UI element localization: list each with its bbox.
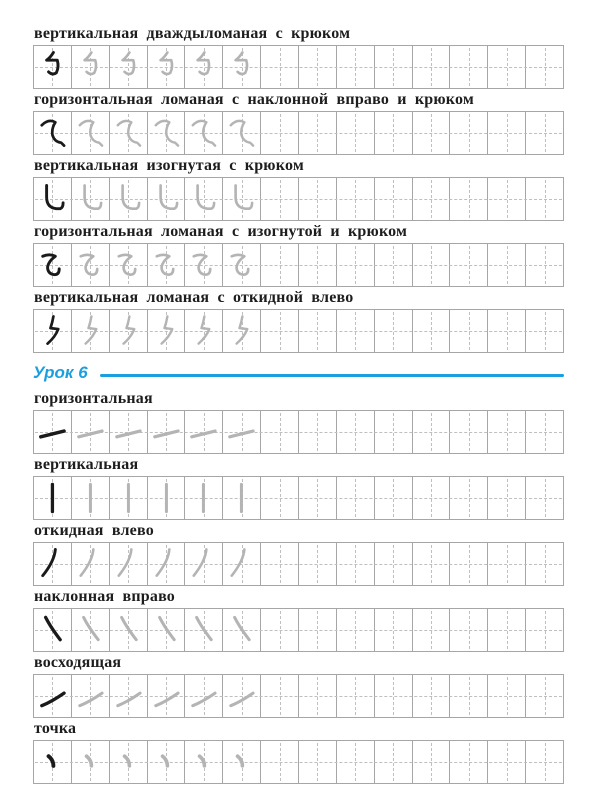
practice-cell: [109, 310, 147, 352]
practice-cell: [487, 244, 525, 286]
practice-cell: [222, 675, 260, 717]
practice-cell: [71, 178, 109, 220]
practice-cell: [374, 543, 412, 585]
practice-cell: [487, 310, 525, 352]
practice-cell: [336, 477, 374, 519]
practice-cell: [374, 310, 412, 352]
left-falling-stroke-trace-icon: [185, 543, 222, 585]
practice-cell: [412, 609, 450, 651]
practice-cell: [184, 411, 222, 453]
practice-cell: [374, 46, 412, 88]
practice-cell: [449, 178, 487, 220]
practice-cell: [109, 244, 147, 286]
horizontal-bend-slant-right-hook-stroke-example-icon: [34, 112, 71, 154]
practice-cell: [336, 543, 374, 585]
horizontal-stroke-trace-icon: [110, 411, 147, 453]
practice-cell: [34, 741, 71, 783]
practice-grid: [33, 177, 564, 221]
practice-cell: [184, 112, 222, 154]
practice-cell: [147, 543, 185, 585]
practice-cell: [71, 244, 109, 286]
practice-cell: [336, 112, 374, 154]
vertical-curved-hook-stroke-trace-icon: [148, 178, 185, 220]
practice-cell: [184, 543, 222, 585]
practice-cell: [260, 178, 298, 220]
practice-cell: [34, 543, 71, 585]
right-slant-stroke-trace-icon: [223, 609, 260, 651]
practice-grid: [33, 410, 564, 454]
practice-cell: [525, 411, 563, 453]
practice-cell: [412, 543, 450, 585]
lesson-rule-line: [100, 374, 564, 377]
practice-cell: [336, 675, 374, 717]
practice-cell: [34, 46, 71, 88]
practice-cell: [412, 477, 450, 519]
practice-cell: [34, 477, 71, 519]
practice-cell: [298, 178, 336, 220]
horizontal-stroke-trace-icon: [148, 411, 185, 453]
practice-cell: [260, 46, 298, 88]
left-falling-stroke-trace-icon: [72, 543, 109, 585]
dot-stroke-trace-icon: [110, 741, 147, 783]
vertical-double-bend-hook-stroke-trace-icon: [72, 46, 109, 88]
practice-section: [33, 157, 564, 221]
practice-cell: [147, 310, 185, 352]
practice-grid: [33, 45, 564, 89]
practice-cell: [525, 543, 563, 585]
practice-cell: [260, 244, 298, 286]
practice-cell: [109, 178, 147, 220]
practice-cell: [487, 477, 525, 519]
practice-cell: [260, 675, 298, 717]
practice-cell: [260, 543, 298, 585]
vertical-bend-left-falling-stroke-trace-icon: [148, 310, 185, 352]
right-slant-stroke-trace-icon: [110, 609, 147, 651]
vertical-stroke-trace-icon: [148, 477, 185, 519]
practice-cell: [71, 477, 109, 519]
practice-cell: [184, 310, 222, 352]
practice-cell: [374, 244, 412, 286]
stroke-name-label: вертикальная ломаная с откидной влево: [34, 289, 354, 306]
horizontal-bend-curved-hook-stroke-trace-icon: [72, 244, 109, 286]
practice-cell: [222, 244, 260, 286]
rising-stroke-trace-icon: [110, 675, 147, 717]
practice-cell: [222, 477, 260, 519]
practice-cell: [412, 411, 450, 453]
left-falling-stroke-trace-icon: [148, 543, 185, 585]
practice-cell: [147, 609, 185, 651]
practice-cell: [374, 675, 412, 717]
practice-cell: [71, 543, 109, 585]
practice-section: [33, 289, 564, 353]
practice-cell: [487, 411, 525, 453]
practice-cell: [147, 741, 185, 783]
horizontal-stroke-trace-icon: [223, 411, 260, 453]
vertical-bend-left-falling-stroke-trace-icon: [223, 310, 260, 352]
practice-cell: [222, 609, 260, 651]
practice-cell: [298, 244, 336, 286]
practice-cell: [222, 741, 260, 783]
vertical-stroke-trace-icon: [72, 477, 109, 519]
practice-cell: [71, 411, 109, 453]
practice-cell: [298, 543, 336, 585]
practice-cell: [184, 46, 222, 88]
horizontal-stroke-example-icon: [34, 411, 71, 453]
rising-stroke-example-icon: [34, 675, 71, 717]
horizontal-bend-curved-hook-stroke-trace-icon: [223, 244, 260, 286]
practice-cell: [374, 411, 412, 453]
practice-grid: [33, 243, 564, 287]
practice-cell: [298, 411, 336, 453]
practice-cell: [184, 244, 222, 286]
practice-cell: [109, 609, 147, 651]
practice-cell: [109, 112, 147, 154]
practice-cell: [525, 310, 563, 352]
stroke-name-label: вертикальная изогнутая с крюком: [34, 157, 304, 174]
practice-cell: [71, 310, 109, 352]
practice-section: [33, 720, 564, 784]
vertical-stroke-example-icon: [34, 477, 71, 519]
vertical-double-bend-hook-stroke-trace-icon: [223, 46, 260, 88]
vertical-curved-hook-stroke-trace-icon: [72, 178, 109, 220]
vertical-curved-hook-stroke-trace-icon: [223, 178, 260, 220]
practice-cell: [71, 46, 109, 88]
practice-cell: [109, 675, 147, 717]
practice-cell: [487, 543, 525, 585]
practice-cell: [147, 112, 185, 154]
vertical-curved-hook-stroke-trace-icon: [185, 178, 222, 220]
practice-cell: [412, 741, 450, 783]
stroke-name-label: вертикальная: [34, 456, 139, 473]
practice-cell: [260, 310, 298, 352]
practice-cell: [525, 178, 563, 220]
practice-cell: [260, 741, 298, 783]
practice-cell: [260, 411, 298, 453]
practice-cell: [298, 675, 336, 717]
practice-cell: [336, 310, 374, 352]
practice-cell: [374, 112, 412, 154]
practice-cell: [449, 244, 487, 286]
practice-cell: [71, 609, 109, 651]
practice-cell: [147, 244, 185, 286]
practice-cell: [412, 112, 450, 154]
vertical-double-bend-hook-stroke-example-icon: [34, 46, 71, 88]
horizontal-bend-curved-hook-stroke-trace-icon: [110, 244, 147, 286]
practice-section: [33, 25, 564, 89]
stroke-name-label: вертикальная дваждыломаная с крюком: [34, 25, 351, 42]
practice-cell: [222, 178, 260, 220]
practice-cell: [71, 675, 109, 717]
horizontal-bend-slant-right-hook-stroke-trace-icon: [185, 112, 222, 154]
horizontal-bend-curved-hook-stroke-trace-icon: [148, 244, 185, 286]
lesson-header: [33, 363, 564, 383]
practice-cell: [34, 675, 71, 717]
practice-cell: [184, 741, 222, 783]
horizontal-bend-slant-right-hook-stroke-trace-icon: [223, 112, 260, 154]
vertical-double-bend-hook-stroke-trace-icon: [148, 46, 185, 88]
practice-cell: [525, 112, 563, 154]
practice-cell: [336, 741, 374, 783]
practice-cell: [449, 310, 487, 352]
practice-cell: [412, 310, 450, 352]
practice-cell: [147, 411, 185, 453]
practice-cell: [487, 741, 525, 783]
horizontal-bend-slant-right-hook-stroke-trace-icon: [148, 112, 185, 154]
horizontal-bend-curved-hook-stroke-trace-icon: [185, 244, 222, 286]
practice-cell: [449, 112, 487, 154]
left-falling-stroke-trace-icon: [110, 543, 147, 585]
dot-stroke-trace-icon: [185, 741, 222, 783]
practice-cell: [487, 178, 525, 220]
vertical-stroke-trace-icon: [223, 477, 260, 519]
practice-cell: [298, 741, 336, 783]
horizontal-bend-slant-right-hook-stroke-trace-icon: [110, 112, 147, 154]
practice-grid: [33, 309, 564, 353]
lesson-title: Урок 6: [33, 363, 88, 382]
practice-cell: [298, 477, 336, 519]
rising-stroke-trace-icon: [72, 675, 109, 717]
practice-grid: [33, 111, 564, 155]
practice-cell: [184, 609, 222, 651]
practice-cell: [336, 244, 374, 286]
practice-cell: [449, 411, 487, 453]
practice-cell: [449, 609, 487, 651]
practice-cell: [71, 741, 109, 783]
stroke-name-label: восходящая: [34, 654, 122, 671]
practice-section: [33, 456, 564, 520]
practice-cell: [525, 675, 563, 717]
practice-cell: [449, 477, 487, 519]
practice-cell: [147, 178, 185, 220]
rising-stroke-trace-icon: [185, 675, 222, 717]
practice-cell: [449, 675, 487, 717]
left-falling-stroke-trace-icon: [223, 543, 260, 585]
practice-cell: [412, 46, 450, 88]
practice-cell: [222, 46, 260, 88]
stroke-name-label: горизонтальная ломаная с наклонной вправо и крюком: [34, 91, 475, 108]
practice-cell: [336, 178, 374, 220]
practice-cell: [487, 675, 525, 717]
practice-cell: [184, 178, 222, 220]
practice-cell: [374, 178, 412, 220]
right-slant-stroke-trace-icon: [185, 609, 222, 651]
vertical-stroke-trace-icon: [110, 477, 147, 519]
practice-section: [33, 588, 564, 652]
practice-grid: [33, 542, 564, 586]
practice-grid: [33, 674, 564, 718]
rising-stroke-trace-icon: [148, 675, 185, 717]
practice-cell: [71, 112, 109, 154]
vertical-curved-hook-stroke-example-icon: [34, 178, 71, 220]
vertical-bend-left-falling-stroke-trace-icon: [110, 310, 147, 352]
practice-cell: [147, 477, 185, 519]
practice-cell: [34, 310, 71, 352]
practice-cell: [525, 741, 563, 783]
practice-cell: [260, 112, 298, 154]
practice-sections-bottom: [33, 390, 564, 784]
practice-cell: [449, 741, 487, 783]
practice-cell: [109, 741, 147, 783]
horizontal-bend-curved-hook-stroke-example-icon: [34, 244, 71, 286]
practice-cell: [336, 46, 374, 88]
practice-cell: [147, 46, 185, 88]
practice-cell: [222, 543, 260, 585]
dot-stroke-example-icon: [34, 741, 71, 783]
dot-stroke-trace-icon: [148, 741, 185, 783]
practice-cell: [298, 112, 336, 154]
practice-cell: [184, 675, 222, 717]
practice-cell: [336, 609, 374, 651]
practice-cell: [487, 609, 525, 651]
practice-grid: [33, 608, 564, 652]
horizontal-stroke-trace-icon: [72, 411, 109, 453]
practice-cell: [525, 609, 563, 651]
vertical-double-bend-hook-stroke-trace-icon: [185, 46, 222, 88]
practice-cell: [412, 178, 450, 220]
practice-cell: [487, 46, 525, 88]
rising-stroke-trace-icon: [223, 675, 260, 717]
practice-cell: [374, 609, 412, 651]
practice-cell: [298, 609, 336, 651]
vertical-bend-left-falling-stroke-example-icon: [34, 310, 71, 352]
horizontal-bend-slant-right-hook-stroke-trace-icon: [72, 112, 109, 154]
stroke-name-label: горизонтальная: [34, 390, 153, 407]
practice-cell: [109, 411, 147, 453]
right-slant-stroke-trace-icon: [148, 609, 185, 651]
practice-cell: [525, 477, 563, 519]
practice-cell: [222, 310, 260, 352]
practice-grid: [33, 476, 564, 520]
left-falling-stroke-example-icon: [34, 543, 71, 585]
practice-cell: [222, 112, 260, 154]
practice-section: [33, 654, 564, 718]
vertical-bend-left-falling-stroke-trace-icon: [72, 310, 109, 352]
practice-cell: [34, 244, 71, 286]
practice-cell: [34, 411, 71, 453]
practice-cell: [34, 178, 71, 220]
practice-cell: [374, 477, 412, 519]
stroke-name-label: точка: [34, 720, 77, 737]
practice-cell: [298, 46, 336, 88]
practice-cell: [109, 477, 147, 519]
practice-cell: [222, 411, 260, 453]
practice-cell: [525, 244, 563, 286]
practice-cell: [449, 46, 487, 88]
dot-stroke-trace-icon: [223, 741, 260, 783]
practice-cell: [147, 675, 185, 717]
practice-section: [33, 522, 564, 586]
practice-grid: [33, 740, 564, 784]
horizontal-stroke-trace-icon: [185, 411, 222, 453]
practice-cell: [412, 675, 450, 717]
vertical-bend-left-falling-stroke-trace-icon: [185, 310, 222, 352]
practice-cell: [487, 112, 525, 154]
stroke-name-label: откидная влево: [34, 522, 154, 539]
vertical-stroke-trace-icon: [185, 477, 222, 519]
vertical-curved-hook-stroke-trace-icon: [110, 178, 147, 220]
vertical-double-bend-hook-stroke-trace-icon: [110, 46, 147, 88]
practice-cell: [109, 543, 147, 585]
practice-cell: [298, 310, 336, 352]
practice-cell: [260, 477, 298, 519]
practice-cell: [184, 477, 222, 519]
practice-section: [33, 223, 564, 287]
stroke-name-label: горизонтальная ломаная с изогнутой и крюком: [34, 223, 408, 240]
practice-cell: [34, 609, 71, 651]
practice-cell: [412, 244, 450, 286]
practice-sections-top: [33, 25, 564, 353]
practice-section: [33, 390, 564, 454]
practice-cell: [374, 741, 412, 783]
right-slant-stroke-example-icon: [34, 609, 71, 651]
practice-cell: [109, 46, 147, 88]
practice-cell: [336, 411, 374, 453]
stroke-name-label: наклонная вправо: [34, 588, 175, 605]
practice-cell: [449, 543, 487, 585]
practice-section: [33, 91, 564, 155]
right-slant-stroke-trace-icon: [72, 609, 109, 651]
practice-cell: [34, 112, 71, 154]
practice-cell: [260, 609, 298, 651]
dot-stroke-trace-icon: [72, 741, 109, 783]
practice-cell: [525, 46, 563, 88]
